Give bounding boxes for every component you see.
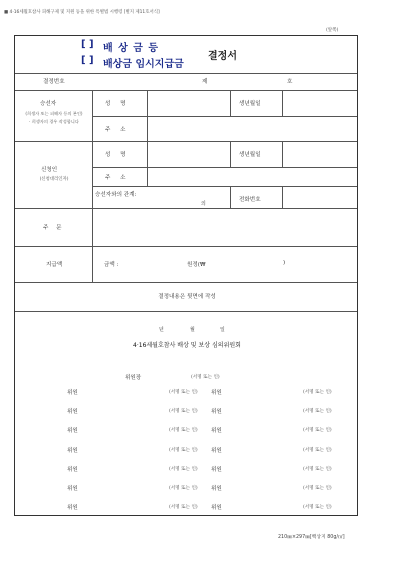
member-signature[interactable]: (서명 또는 인) [169, 447, 198, 453]
member-label: 위원 [211, 447, 222, 454]
payment-label: 지급액 [46, 262, 63, 268]
date-month: 월 [190, 327, 195, 333]
member-signature[interactable]: (서명 또는 인) [169, 466, 198, 472]
member-signature[interactable]: (서명 또는 인) [169, 409, 198, 415]
decision-number-field[interactable] [210, 74, 284, 88]
claimant-birth-label: 생년월일 [239, 152, 261, 158]
amount-won-label: 원정(₩ [187, 262, 206, 268]
member-label: 위원 [211, 409, 222, 416]
title-option-1: 배 상 금 등 [103, 43, 160, 54]
passenger-birth-label: 생년월일 [239, 101, 261, 107]
main-text-field[interactable] [93, 209, 357, 245]
title-suffix: 결정서 [208, 51, 237, 62]
claimant-note: (신청대리인자) [39, 177, 69, 182]
member-signature[interactable]: (서명 또는 인) [303, 486, 332, 491]
passenger-address-label: 주 소 [105, 127, 130, 133]
phone-label: 전화번호 [239, 197, 261, 203]
member-signature[interactable]: (서명 또는 인) [169, 486, 198, 491]
passenger-note-2: · 희생자의 경우 작성합니다 [29, 119, 79, 124]
passenger-address-field[interactable] [148, 117, 357, 140]
passenger-name-field[interactable] [148, 91, 229, 115]
member-label: 위원 [67, 486, 78, 492]
claimant-name-label: 성 명 [105, 152, 130, 158]
page-side-note: (앞쪽) [326, 28, 339, 33]
passenger-name-label: 성 명 [105, 101, 130, 107]
claimant-address-field[interactable] [148, 168, 357, 185]
committee-name: 4·16세월호참사 배상 및 보상 심의위원회 [133, 342, 241, 349]
main-text-label: 주 문 [43, 225, 65, 231]
member-label: 위원 [211, 428, 222, 435]
chair-label: 위원장 [125, 375, 142, 381]
member-label: 위원 [67, 447, 78, 454]
member-label: 위원 [211, 466, 222, 473]
amount-field[interactable] [127, 255, 187, 269]
decision-number-suffix: 호 [287, 79, 293, 85]
passenger-note-1: (희생자 또는 피해자 등의 본인) [25, 111, 83, 116]
phone-field[interactable] [283, 187, 357, 207]
chair-signature[interactable]: (서명 또는 인) [191, 375, 220, 380]
member-signature[interactable]: (서명 또는 인) [303, 466, 332, 472]
member-signature[interactable]: (서명 또는 인) [303, 505, 332, 511]
member-label: 위원 [67, 428, 78, 435]
member-signature[interactable]: (서명 또는 인) [303, 428, 332, 434]
amount-numeric-field[interactable] [215, 255, 286, 269]
title-option-2: 배상금 임시지급금 [103, 59, 184, 70]
member-label: 위원 [67, 466, 78, 473]
title-checkbox-1[interactable]: [ ] [81, 39, 94, 50]
claimant-label: 신청인 [41, 167, 58, 173]
relation-label: 승선자와의 관계: [95, 192, 137, 198]
member-label: 위원 [211, 486, 222, 492]
member-label: 위원 [67, 505, 78, 512]
paper-spec: 210㎜×297㎜[백상지 80g/㎡] [278, 535, 345, 540]
member-signature[interactable]: (서명 또는 인) [303, 390, 332, 395]
member-signature[interactable]: (서명 또는 인) [169, 505, 198, 511]
amount-close-paren: ) [283, 260, 286, 266]
member-signature[interactable]: (서명 또는 인) [303, 447, 332, 453]
amount-label: 금액 : [104, 262, 119, 268]
member-label: 위원 [211, 390, 222, 396]
member-label: 위원 [67, 409, 78, 416]
claimant-name-field[interactable] [148, 142, 229, 166]
date-day: 일 [220, 327, 225, 333]
member-signature[interactable]: (서명 또는 인) [169, 390, 198, 395]
decision-number-label: 결정번호 [43, 79, 65, 85]
member-label: 위원 [67, 390, 78, 396]
relation-suffix: 의 [201, 201, 206, 207]
date-year: 년 [159, 327, 164, 333]
claimant-address-label: 주 소 [105, 175, 130, 181]
decision-form [14, 35, 358, 516]
decision-number-prefix: 제 [202, 79, 208, 85]
passenger-label: 승선자 [40, 101, 57, 107]
relation-field[interactable] [147, 187, 229, 207]
legal-reference: ■ 4·16세월호참사 피해구제 및 지원 등을 위한 특별법 시행령 [별지 제11호서식] [4, 10, 160, 15]
reason-note: 결정내용은 뒷면에 작성 [158, 294, 216, 300]
member-signature[interactable]: (서명 또는 인) [169, 428, 198, 434]
title-checkbox-2[interactable]: [ ] [81, 55, 94, 66]
member-label: 위원 [211, 505, 222, 512]
claimant-birth-field[interactable] [283, 142, 357, 166]
member-signature[interactable]: (서명 또는 인) [303, 409, 332, 415]
passenger-birth-field[interactable] [283, 91, 357, 115]
